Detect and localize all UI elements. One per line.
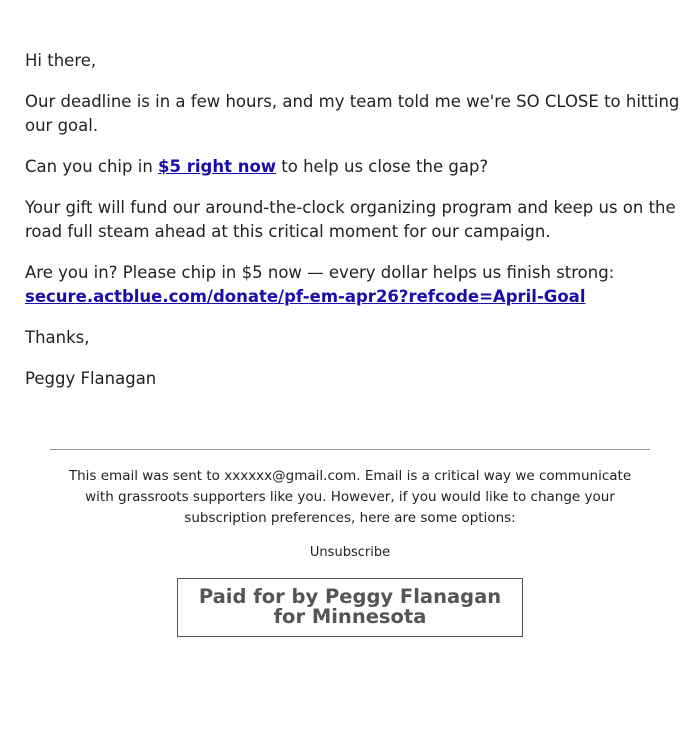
unsubscribe-link[interactable]: Unsubscribe [309, 545, 391, 560]
greeting: Hi there, [25, 51, 97, 70]
donate-5-link[interactable]: $5 right now [158, 157, 277, 176]
paragraph-chip-in [25, 155, 685, 179]
paid-for-disclaimer: Paid for by Peggy Flanagan for Minnesota [177, 578, 523, 637]
footer-notice: This email was sent to xxxxxx@gmail.com. Email is a critical way we communicate with grassroots supporters like you. However, if you would like to change your subscription preferences, here are some options: [68, 468, 632, 526]
signoff: Thanks, [25, 328, 90, 347]
signature: Peggy Flanagan [25, 369, 157, 388]
chip-in-text-after: to help us close the gap? [276, 157, 489, 176]
are-you-in-text: Are you in? Please chip in $5 now — every dollar helps us finish strong: [25, 263, 615, 282]
chip-in-text-before: Can you chip in [25, 157, 159, 176]
email-body [25, 49, 685, 408]
paragraph-gift: Your gift will fund our around-the-clock organizing program and keep us on the road full steam ahead at this critical moment for our campaign. [25, 198, 676, 241]
email-footer [50, 449, 650, 637]
paragraph-deadline: Our deadline is in a few hours, and my team told me we're SO CLOSE to hitting our goal. [25, 92, 680, 135]
paragraph-are-you-in [25, 261, 685, 309]
donate-url-link[interactable]: secure.actblue.com/donate/pf-em-apr26?refcode=April-Goal [25, 287, 586, 306]
